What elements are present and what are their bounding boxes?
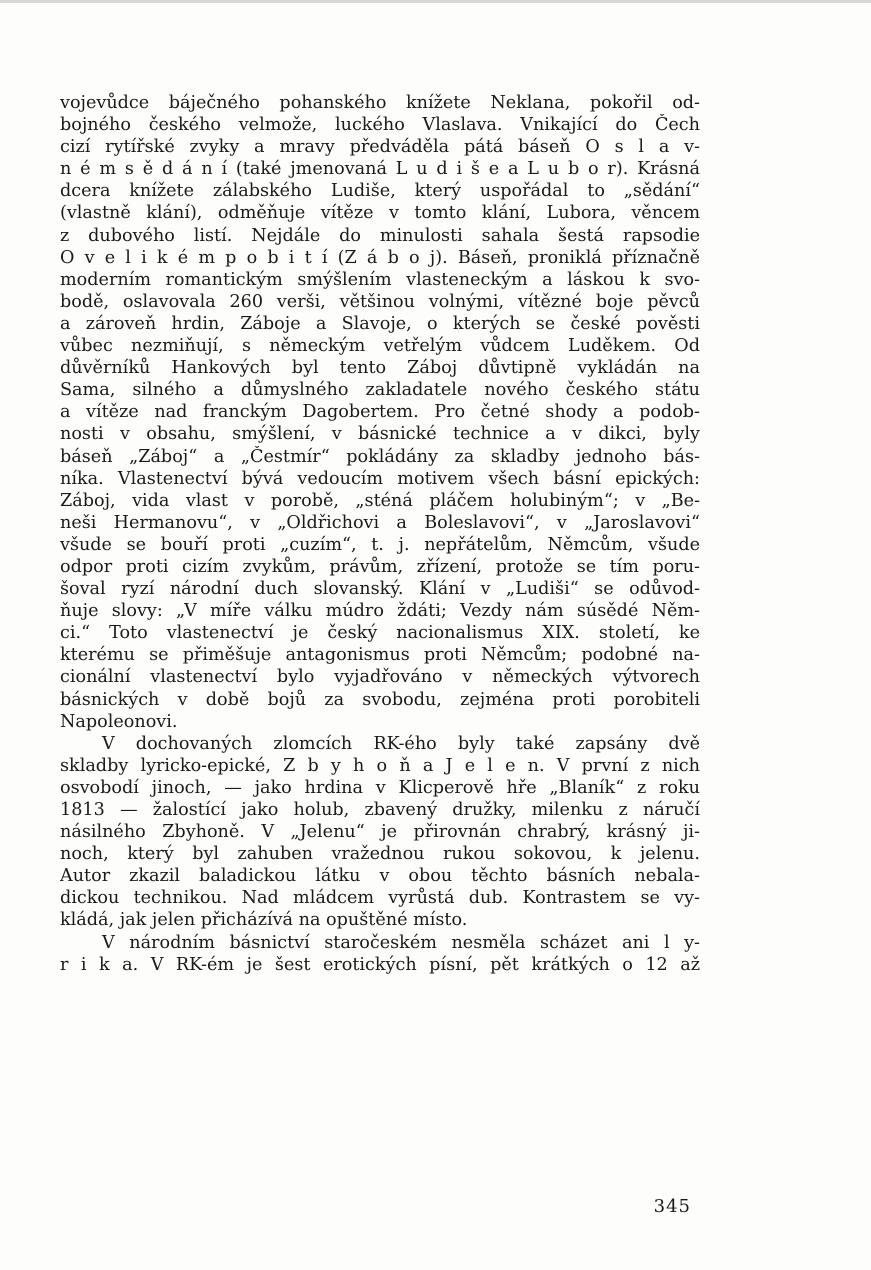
text-line: skladby lyricko-epické, Z b y h o ň a J e l e n. V první z nich [60,755,700,776]
text-line: Sama, silného a důmyslného zakladatele nového českého státu [60,380,700,401]
text-line: důvěrníků Hankových byl tento Záboj důvtipně vykládán na [60,358,700,379]
text-line: r i k a. V RK-ém je šest erotických písní, pět krátkých o 12 až [60,954,700,975]
text-line: bodě, oslavovala 260 verši, většinou volnými, vítězné boje pěvců [60,291,700,312]
text-line: nosti v obsahu, smýšlení, v básnické technice a v dikci, byly [60,424,700,445]
page-number: 345 [653,1196,691,1217]
text-line: (vlastně klání), odměňuje vítěze v tomto klání, Lubora, věncem [60,203,700,224]
text-line: 1813 — žalostící jako holub, zbavený družky, milenku z náručí [60,800,700,820]
text-line: kládá, jak jelen přicházívá na opuštěné místo. [60,910,468,931]
text-line: a vítěze nad franckým Dagobertem. Pro četné shody a podob- [60,402,700,423]
text-line: Záboj, vida vlast v porobě, „sténá pláčem holubiným“; v „Be- [60,490,700,511]
text-line: násilného Zbyhoně. V „Jelenu“ je přirovnán chrabrý, krásný ji- [60,822,700,843]
text-line: V dochovaných zlomcích RK-ého byly také zapsány dvě [102,733,700,754]
text-line: cizí rytířské zvyky a mravy předváděla pátá báseň O s l a v- [60,137,700,158]
text-line: odpor proti cizím zvykům, právům, zřízení, protože se tím poru- [60,556,700,577]
text-line: ci.“ Toto vlastenectví je český nacionalismus XIX. století, ke [60,623,700,644]
text-line: n é m s ě d á n í (také jmenovaná L u d i š e a L u b o r). Krásná [60,159,700,180]
text-line: O v e l i k é m p o b i t í (Z á b o j). Báseň, proniklá příznačně [60,247,700,268]
text-line: básnických v době bojů za svobodu, zejména proti porobiteli [60,689,700,710]
text-line: bojného českého velmože, luckého Vlaslava. Vnikající do Čech [60,115,700,136]
paragraph [60,733,700,932]
text-line: níka. Vlastenectví bývá vedoucím motivem všech básní epických: [60,468,700,489]
page-top-edge [0,0,871,3]
body-text [60,92,700,976]
text-line: vojevůdce báječného pohanského knížete Neklana, pokořil od- [60,93,700,113]
text-line: vůbec nezmiňují, s německým vetřelým vůdcem Luděkem. Od [60,336,700,357]
text-line: V národním básnictví staročeském nesměla scházet ani l y- [102,932,700,953]
text-line: ňuje slovy: „V míře válku múdro ždáti; Vezdy nám súsědé Něm- [60,601,700,622]
text-line: noch, který byl zahuben vražednou rukou sokovou, k jelenu. [60,844,700,865]
text-line: Napoleonovi. [60,711,178,732]
text-line: osvobodí jinoch, — jako hrdina v Klicperově hře „Blaník“ z roku [60,777,700,798]
paragraph [60,92,700,733]
text-line: neši Hermanovu“, v „Oldřichovi a Boleslavovi“, v „Jaroslavovi“ [60,512,700,533]
text-line: báseň „Záboj“ a „Čestmír“ pokládány za skladby jednoho bás- [60,446,700,467]
text-line: a zároveň hrdin, Záboje a Slavoje, o kterých se české pověsti [60,313,700,334]
text-line: cionální vlastenectví bylo vyjadřováno v německých výtvorech [60,667,700,688]
text-line: moderním romantickým smýšlením vlasteneckým a láskou k svo- [60,269,700,290]
text-line: dickou technikou. Nad mládcem vyrůstá dub. Kontrastem se vy- [60,888,700,909]
text-line: šoval ryzí národní duch slovanský. Klání v „Ludiši“ se odůvod- [60,579,700,600]
text-line: dcera knížete zálabského Ludiše, který uspořádal to „sědání“ [60,181,700,202]
paragraph [60,932,700,976]
text-line: Autor zkazil baladickou látku v obou těchto básních nebala- [60,866,700,887]
text-line: všude se bouří proti „cuzím“, t. j. nepřátelům, Němcům, všude [60,534,700,555]
text-line: kterému se přiměšuje antagonismus proti Němcům; podobné na- [60,645,700,666]
text-line: z dubového listí. Nejdále do minulosti sahala šestá rapsodie [60,225,700,246]
